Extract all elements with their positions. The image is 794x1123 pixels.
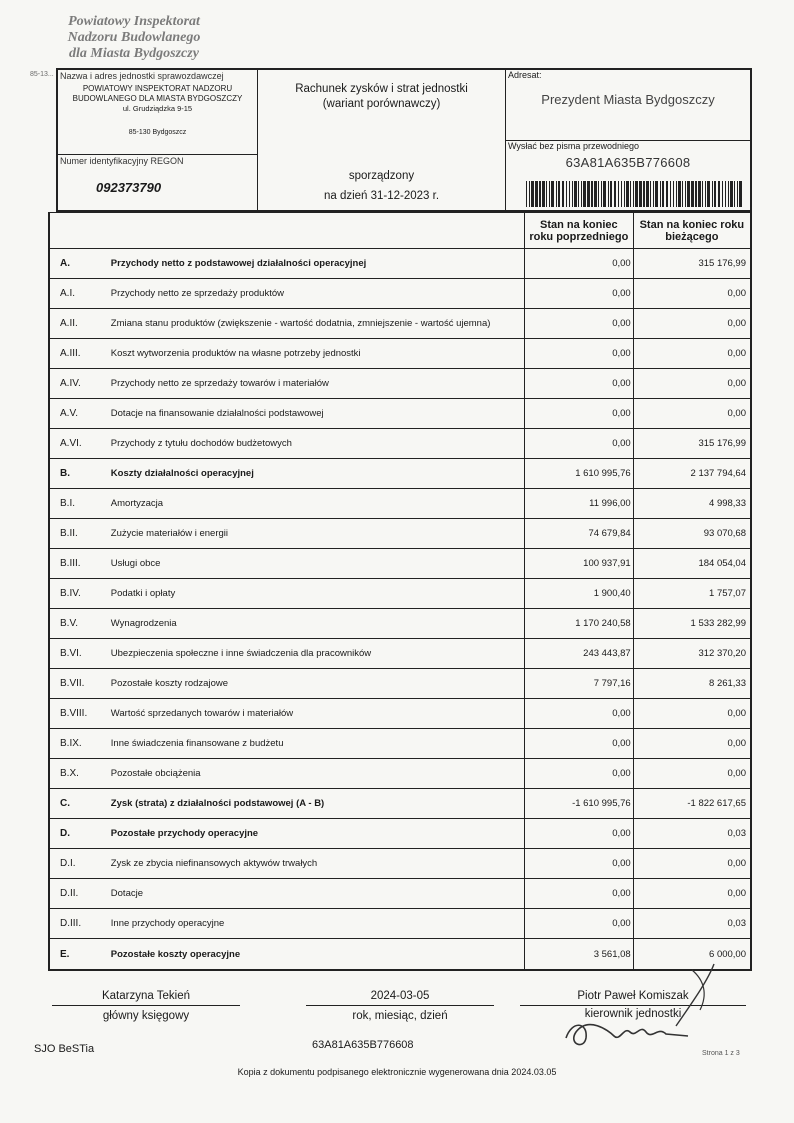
column-header-previous-year: Stan na koniec roku poprzedniego <box>525 213 634 248</box>
entity-label: Nazwa i adres jednostki sprawozdawczej <box>60 71 224 81</box>
table-row <box>50 789 750 819</box>
table-row <box>50 909 750 939</box>
row-value-current: -1 822 617,65 <box>687 798 746 809</box>
row-name: Przychody netto z podstawowej działalności operacyjnej <box>107 249 525 278</box>
regon-box <box>58 154 258 210</box>
barcode-bar <box>682 181 683 207</box>
table-row <box>50 249 750 279</box>
row-value-current: 184 054,04 <box>698 558 746 569</box>
barcode-bar <box>551 181 554 207</box>
row-name: Przychody netto ze sprzedaży towarów i materiałów <box>107 369 525 398</box>
entity-cell <box>58 70 258 210</box>
row-code: B.I. <box>60 498 76 509</box>
row-value-previous: 0,00 <box>525 879 634 908</box>
row-value-previous: 0,00 <box>525 699 634 728</box>
row-value-previous: 0,00 <box>525 909 634 938</box>
row-value-previous: 243 443,87 <box>525 639 634 668</box>
row-name: Zysk (strata) z działalności podstawowej (A - B) <box>107 789 525 818</box>
send-box <box>506 140 750 210</box>
row-name: Pozostałe obciążenia <box>107 759 525 788</box>
barcode-bar <box>626 181 629 207</box>
row-value-previous: 0,00 <box>525 249 634 278</box>
manager-role: kierownik jednostki <box>584 1008 682 1020</box>
table-row <box>50 609 750 639</box>
row-value-previous: 0,00 <box>525 759 634 788</box>
row-value-previous: -1 610 995,76 <box>525 789 634 818</box>
barcode-bar <box>707 181 710 207</box>
table-row <box>50 759 750 789</box>
row-code: A. <box>60 258 70 269</box>
stamp-postcode: 85-13... <box>30 71 54 78</box>
row-name: Zużycie materiałów i energii <box>107 519 525 548</box>
barcode-bar <box>739 181 742 207</box>
row-value-previous: 3 561,08 <box>525 939 634 969</box>
row-value-current: 0,00 <box>727 738 746 749</box>
row-code: B.VI. <box>60 648 82 659</box>
barcode-bar <box>705 181 706 207</box>
barcode-bar <box>666 181 668 207</box>
row-code: A.III. <box>60 348 81 359</box>
barcode-bar <box>608 181 609 207</box>
barcode-bar <box>539 181 541 207</box>
row-value-current: 4 998,33 <box>709 498 746 509</box>
row-value-current: 1 533 282,99 <box>690 618 746 629</box>
recipient-label: Adresat: <box>508 70 542 80</box>
barcode-bar <box>639 181 642 207</box>
barcode-bar <box>562 181 564 207</box>
system-name: SJO BeSTia <box>34 1043 95 1055</box>
table-row <box>50 579 750 609</box>
barcode-bar <box>653 181 654 207</box>
document-id: 63A81A635B776608 <box>565 155 691 170</box>
barcode-bar <box>587 181 590 207</box>
barcode-bar <box>691 181 694 207</box>
row-value-previous: 7 797,16 <box>525 669 634 698</box>
table-row <box>50 489 750 519</box>
row-code: B.IV. <box>60 588 81 599</box>
barcode-bar <box>558 181 560 207</box>
barcode-bar <box>542 181 545 207</box>
table-row <box>50 399 750 429</box>
accountant-name: Katarzyna Tekień <box>101 990 190 1002</box>
row-code: B.IX. <box>60 738 82 749</box>
table-row <box>50 879 750 909</box>
barcode-bar <box>662 181 664 207</box>
barcode-bar <box>737 181 738 207</box>
stamp-line-1: Powiatowy Inspektorat <box>68 14 200 29</box>
row-value-previous: 1 170 240,58 <box>525 609 634 638</box>
income-statement-table <box>48 212 752 971</box>
table-row <box>50 309 750 339</box>
row-value-previous: 1 900,40 <box>525 579 634 608</box>
table-row <box>50 369 750 399</box>
row-value-current: 2 137 794,64 <box>690 468 746 479</box>
row-value-current: 0,00 <box>727 318 746 329</box>
report-subtitle: (wariant porównawczy) <box>322 98 441 110</box>
barcode-bar <box>630 181 631 207</box>
barcode-bar <box>526 181 527 207</box>
table-row <box>50 519 750 549</box>
barcode-bar <box>603 181 606 207</box>
barcode-bar <box>718 181 720 207</box>
row-code: E. <box>60 948 70 960</box>
row-value-current: 6 000,00 <box>709 948 746 960</box>
barcode-bar <box>712 181 713 207</box>
barcode-bar <box>574 181 577 207</box>
barcode-bar <box>618 181 619 207</box>
made-date: na dzień 31-12-2023 r. <box>323 190 440 202</box>
barcode-bar <box>581 181 582 207</box>
barcode-bar <box>660 181 661 207</box>
row-code: C. <box>60 798 70 809</box>
table-row <box>50 819 750 849</box>
row-code: B.X. <box>60 768 79 779</box>
row-code: B. <box>60 468 70 479</box>
row-name: Usługi obce <box>107 549 525 578</box>
accountant-role: główny księgowy <box>102 1010 190 1022</box>
row-value-current: 315 176,99 <box>698 438 746 449</box>
barcode-bar <box>610 181 612 207</box>
footer-document-id: 63A81A635B776608 <box>312 1039 414 1051</box>
row-code: B.VIII. <box>60 708 88 719</box>
barcode-bar <box>734 181 735 207</box>
row-code: B.VII. <box>60 678 85 689</box>
barcode-bar <box>633 181 634 207</box>
row-name: Dotacje na finansowanie działalności podstawowej <box>107 399 525 428</box>
column-header-current-year: Stan na koniec roku bieżącego <box>639 218 745 243</box>
row-name: Inne przychody operacyjne <box>107 909 525 938</box>
barcode-bar <box>698 181 701 207</box>
row-value-current: 93 070,68 <box>703 528 746 539</box>
barcode-bar <box>655 181 658 207</box>
made-label: sporządzony <box>348 170 415 182</box>
stamp-line-3: dla Miasta Bydgoszczy <box>69 46 199 61</box>
barcode-bar <box>722 181 723 207</box>
handwritten-signature <box>558 960 718 1050</box>
row-value-current: 0,00 <box>727 858 746 869</box>
row-value-previous: 74 679,84 <box>525 519 634 548</box>
row-name: Dotacje <box>107 879 525 908</box>
row-code: B.II. <box>60 528 78 539</box>
report-header <box>56 68 752 212</box>
copy-note: Kopia z dokumentu podpisanego elektronicznie wygenerowana dnia 2024.03.05 <box>237 1067 557 1077</box>
row-value-previous: 0,00 <box>525 309 634 338</box>
report-title: Rachunek zysków i strat jednostki <box>295 83 468 95</box>
barcode-bar <box>614 181 616 207</box>
barcode-bar <box>685 181 686 207</box>
page-number: Strona 1 z 3 <box>702 1050 740 1057</box>
row-name: Przychody z tytułu dochodów budżetowych <box>107 429 525 458</box>
barcode-image <box>526 181 742 207</box>
entity-street: ul. Grudziądzka 9-15 <box>122 104 193 113</box>
row-value-previous: 0,00 <box>525 849 634 878</box>
barcode-bar <box>670 181 671 207</box>
recipient-name: Prezydent Miasta Bydgoszczy <box>541 92 715 107</box>
row-code: A.I. <box>60 288 76 299</box>
barcode-bar <box>624 181 625 207</box>
row-value-previous: 0,00 <box>525 399 634 428</box>
table-header-row <box>50 213 750 249</box>
recipient-cell <box>506 70 750 210</box>
row-value-previous: 0,00 <box>525 279 634 308</box>
row-name: Amortyzacja <box>107 489 525 518</box>
barcode-bar <box>598 181 599 207</box>
row-name: Zysk ze zbycia niefinansowych aktywów trwałych <box>107 849 525 878</box>
barcode-bar <box>556 181 557 207</box>
barcode-bar <box>583 181 586 207</box>
row-code: A.IV. <box>60 378 81 389</box>
barcode-bar <box>529 181 530 207</box>
row-value-current: 1 757,07 <box>709 588 746 599</box>
barcode-bar <box>702 181 703 207</box>
row-code: A.VI. <box>60 438 82 449</box>
row-value-previous: 0,00 <box>525 369 634 398</box>
entity-city: 85-130 Bydgoszcz <box>128 129 187 136</box>
barcode-bar <box>621 181 622 207</box>
row-value-current: 0,03 <box>727 828 746 839</box>
table-row <box>50 279 750 309</box>
barcode-bar <box>531 181 534 207</box>
send-label: Wysłać bez pisma przewodniego <box>508 141 639 151</box>
row-value-previous: 100 937,91 <box>525 549 634 578</box>
barcode-bar <box>678 181 681 207</box>
barcode-bar <box>594 181 597 207</box>
row-name: Przychody netto ze sprzedaży produktów <box>107 279 525 308</box>
regon-label: Numer identyfikacyjny REGON <box>60 156 184 166</box>
table-row <box>50 639 750 669</box>
row-value-current: 0,00 <box>727 408 746 419</box>
accountant-signature-line <box>52 1005 240 1006</box>
row-value-previous: 0,00 <box>525 819 634 848</box>
barcode-bar <box>728 181 729 207</box>
table-row <box>50 699 750 729</box>
row-name: Wynagrodzenia <box>107 609 525 638</box>
table-row <box>50 669 750 699</box>
table-row <box>50 849 750 879</box>
stamp-line-2: Nadzoru Budowlanego <box>67 30 201 45</box>
barcode-bar <box>549 181 550 207</box>
table-row <box>50 549 750 579</box>
row-name: Inne świadczenia finansowane z budżetu <box>107 729 525 758</box>
row-value-current: 0,00 <box>727 378 746 389</box>
row-value-previous: 1 610 995,76 <box>525 459 634 488</box>
barcode-bar <box>673 181 674 207</box>
row-value-current: 0,00 <box>727 348 746 359</box>
title-cell <box>258 70 506 210</box>
regon-number: 092373790 <box>96 180 162 195</box>
date-label: rok, miesiąc, dzień <box>352 1010 448 1022</box>
barcode-bar <box>635 181 638 207</box>
table-row <box>50 459 750 489</box>
date-line <box>306 1005 494 1006</box>
row-value-previous: 0,00 <box>525 339 634 368</box>
row-value-current: 0,00 <box>727 708 746 719</box>
barcode-bar <box>643 181 645 207</box>
row-value-previous: 0,00 <box>525 729 634 758</box>
row-value-current: 0,00 <box>727 768 746 779</box>
barcode-bar <box>646 181 649 207</box>
row-name: Podatki i opłaty <box>107 579 525 608</box>
barcode-bar <box>687 181 690 207</box>
barcode-bar <box>591 181 593 207</box>
row-value-current: 0,00 <box>727 288 746 299</box>
barcode-bar <box>676 181 677 207</box>
row-name: Wartość sprzedanych towarów i materiałów <box>107 699 525 728</box>
row-value-current: 0,03 <box>727 918 746 929</box>
row-code: D. <box>60 828 70 839</box>
barcode-bar <box>695 181 697 207</box>
row-code: B.III. <box>60 558 81 569</box>
row-value-current: 0,00 <box>727 888 746 899</box>
entity-name: POWIATOWY INSPEKTORAT NADZORU BUDOWLANEGO DLA MIASTA BYDGOSZCZY <box>72 84 243 103</box>
row-value-previous: 11 996,00 <box>525 489 634 518</box>
row-name: Pozostałe koszty operacyjne <box>107 939 525 969</box>
office-stamp <box>34 14 234 62</box>
row-name: Ubezpieczenia społeczne i inne świadczenia dla pracowników <box>107 639 525 668</box>
row-name: Pozostałe koszty rodzajowe <box>107 669 525 698</box>
row-code: B.V. <box>60 618 78 629</box>
table-row <box>50 429 750 459</box>
barcode-bar <box>572 181 573 207</box>
barcode-bar <box>566 181 567 207</box>
row-name: Zmiana stanu produktów (zwiększenie - wartość dodatnia, zmniejszenie - wartość ujemna) <box>107 309 525 338</box>
barcode-bar <box>535 181 538 207</box>
row-code: A.II. <box>60 318 78 329</box>
signature-date: 2024-03-05 <box>370 990 430 1002</box>
barcode-bar <box>546 181 547 207</box>
row-code: D.II. <box>60 888 79 899</box>
row-name: Koszty działalności operacyjnej <box>107 459 525 488</box>
row-value-current: 315 176,99 <box>698 258 746 269</box>
row-name: Koszt wytworzenia produktów na własne potrzeby jednostki <box>107 339 525 368</box>
table-row <box>50 729 750 759</box>
row-code: A.V. <box>60 408 78 419</box>
row-value-current: 8 261,33 <box>709 678 746 689</box>
barcode-bar <box>650 181 651 207</box>
barcode-bar <box>730 181 733 207</box>
row-name: Pozostałe przychody operacyjne <box>107 819 525 848</box>
barcode-bar <box>714 181 716 207</box>
manager-name: Piotr Paweł Komiszak <box>577 990 689 1002</box>
barcode-bar <box>578 181 579 207</box>
table-row <box>50 339 750 369</box>
row-value-current: 312 370,20 <box>698 648 746 659</box>
row-code: D.I. <box>60 858 76 869</box>
barcode-bar <box>601 181 602 207</box>
row-code: D.III. <box>60 918 82 929</box>
barcode-bar <box>569 181 570 207</box>
row-value-previous: 0,00 <box>525 429 634 458</box>
barcode-bar <box>725 181 726 207</box>
